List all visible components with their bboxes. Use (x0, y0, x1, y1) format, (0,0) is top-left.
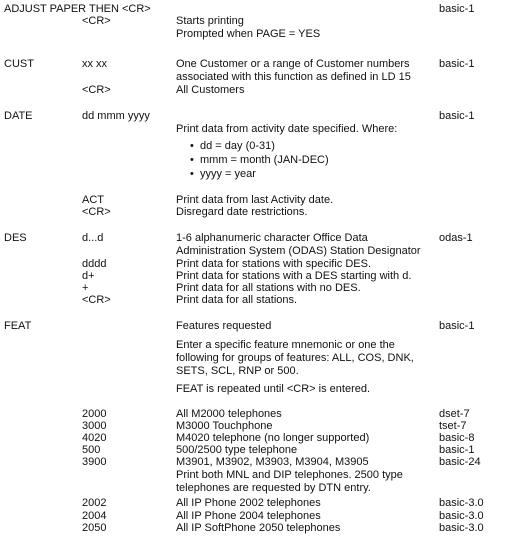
desc-adjust-line1: Starts printing (176, 15, 244, 27)
tag-feat-3000: tset-7 (439, 420, 467, 432)
desc-des-cr: Print data for all stations. (176, 294, 298, 306)
desc-des-dplus: Print data for stations with a DES starting with d. (176, 270, 412, 282)
value-date-format: dd mmm yyyy (82, 110, 150, 122)
value-feat-3000: 3000 (82, 420, 107, 432)
desc-feat-2004: All IP Phone 2004 telephones (176, 510, 321, 522)
value-feat-2002: 2002 (82, 497, 107, 509)
desc-adjust-line2: Prompted when PAGE = YES (176, 28, 321, 40)
value-date-act: ACT (82, 194, 104, 206)
tag-date: basic-1 (439, 110, 475, 122)
tag-adjust: basic-1 (439, 3, 475, 15)
prompt-feat: FEAT (4, 320, 32, 332)
value-des-dddd: dddd (82, 258, 107, 270)
note-feat-3900-line2: telephones are requested by DTN entry. (176, 482, 371, 494)
value-feat-3900: 3900 (82, 456, 107, 468)
value-feat-500: 500 (82, 444, 101, 456)
desc-feat-2050: All IP SoftPhone 2050 telephones (176, 522, 341, 534)
value-des-dplus: d+ (82, 270, 95, 282)
feat-para1-line2: following for groups of features: ALL, COS, DNK, (176, 352, 414, 364)
value-des-cr: <CR> (82, 294, 111, 306)
desc-feat-500: 500/2500 type telephone (176, 444, 298, 456)
prompt-date: DATE (4, 110, 33, 122)
prompt-adjust-paper: ADJUST PAPER THEN <CR> (4, 3, 151, 15)
desc-date-intro: Print data from activity date specified. Where: (176, 123, 398, 135)
tag-cust: basic-1 (439, 58, 475, 70)
tag-feat-2004: basic-3.0 (439, 510, 484, 522)
tag-feat-2002: basic-3.0 (439, 497, 484, 509)
desc-feat: Features requested (176, 320, 272, 332)
tag-feat-3900: basic-24 (439, 456, 481, 468)
feat-para1-line1: Enter a specific feature mnemonic or one the (176, 339, 395, 351)
value-feat-2000: 2000 (82, 408, 107, 420)
tag-feat-2000: dset-7 (439, 408, 470, 420)
desc-des-line1: 1-6 alphanumeric character Office Data (176, 232, 368, 244)
desc-cust-cr: All Customers (176, 84, 245, 96)
value-feat-2004: 2004 (82, 510, 107, 522)
value-cust-cr: <CR> (82, 84, 111, 96)
desc-cust-range-line1: One Customer or a range of Customer numbers (176, 58, 410, 70)
date-bullet-day: • dd = day (0-31) (200, 140, 275, 152)
desc-date-act: Print data from last Activity date. (176, 194, 334, 206)
prompt-cust: CUST (4, 58, 34, 70)
tag-feat: basic-1 (439, 320, 475, 332)
desc-feat-3900: M3901, M3902, M3903, M3904, M3905 (176, 456, 369, 468)
tag-des: odas-1 (439, 232, 473, 244)
desc-des-plus: Print data for all stations with no DES. (176, 282, 361, 294)
desc-des-dddd: Print data for stations with specific DES. (176, 258, 372, 270)
desc-feat-2000: All M2000 telephones (176, 408, 282, 420)
feat-para1-line3: SETS, SCL, RNP or 500. (176, 365, 299, 377)
value-des-plus: + (82, 282, 89, 294)
date-bullet-month: • mmm = month (JAN-DEC) (200, 154, 329, 166)
value-cust-range: xx xx (82, 58, 108, 70)
value-adjust-cr: <CR> (82, 15, 111, 27)
value-des-d: d...d (82, 232, 104, 244)
note-feat-3900-line1: Print both MNL and DIP telephones. 2500 type (176, 469, 403, 481)
prompt-des: DES (4, 232, 27, 244)
date-bullet-year: • yyyy = year (200, 168, 256, 180)
value-feat-4020: 4020 (82, 432, 107, 444)
desc-des-line2: Administration System (ODAS) Station Designator (176, 245, 421, 257)
tag-feat-500: basic-1 (439, 444, 475, 456)
tag-feat-4020: basic-8 (439, 432, 475, 444)
desc-cust-range-line2: associated with this function as defined in LD 15 (176, 71, 411, 83)
tag-feat-2050: basic-3.0 (439, 522, 484, 534)
desc-feat-2002: All IP Phone 2002 telephones (176, 497, 321, 509)
feat-para2: FEAT is repeated until <CR> is entered. (176, 383, 371, 395)
value-feat-2050: 2050 (82, 522, 107, 534)
value-date-cr: <CR> (82, 206, 111, 218)
desc-feat-4020: M4020 telephone (no longer supported) (176, 432, 370, 444)
desc-feat-3000: M3000 Touchphone (176, 420, 273, 432)
desc-date-cr: Disregard date restrictions. (176, 206, 308, 218)
